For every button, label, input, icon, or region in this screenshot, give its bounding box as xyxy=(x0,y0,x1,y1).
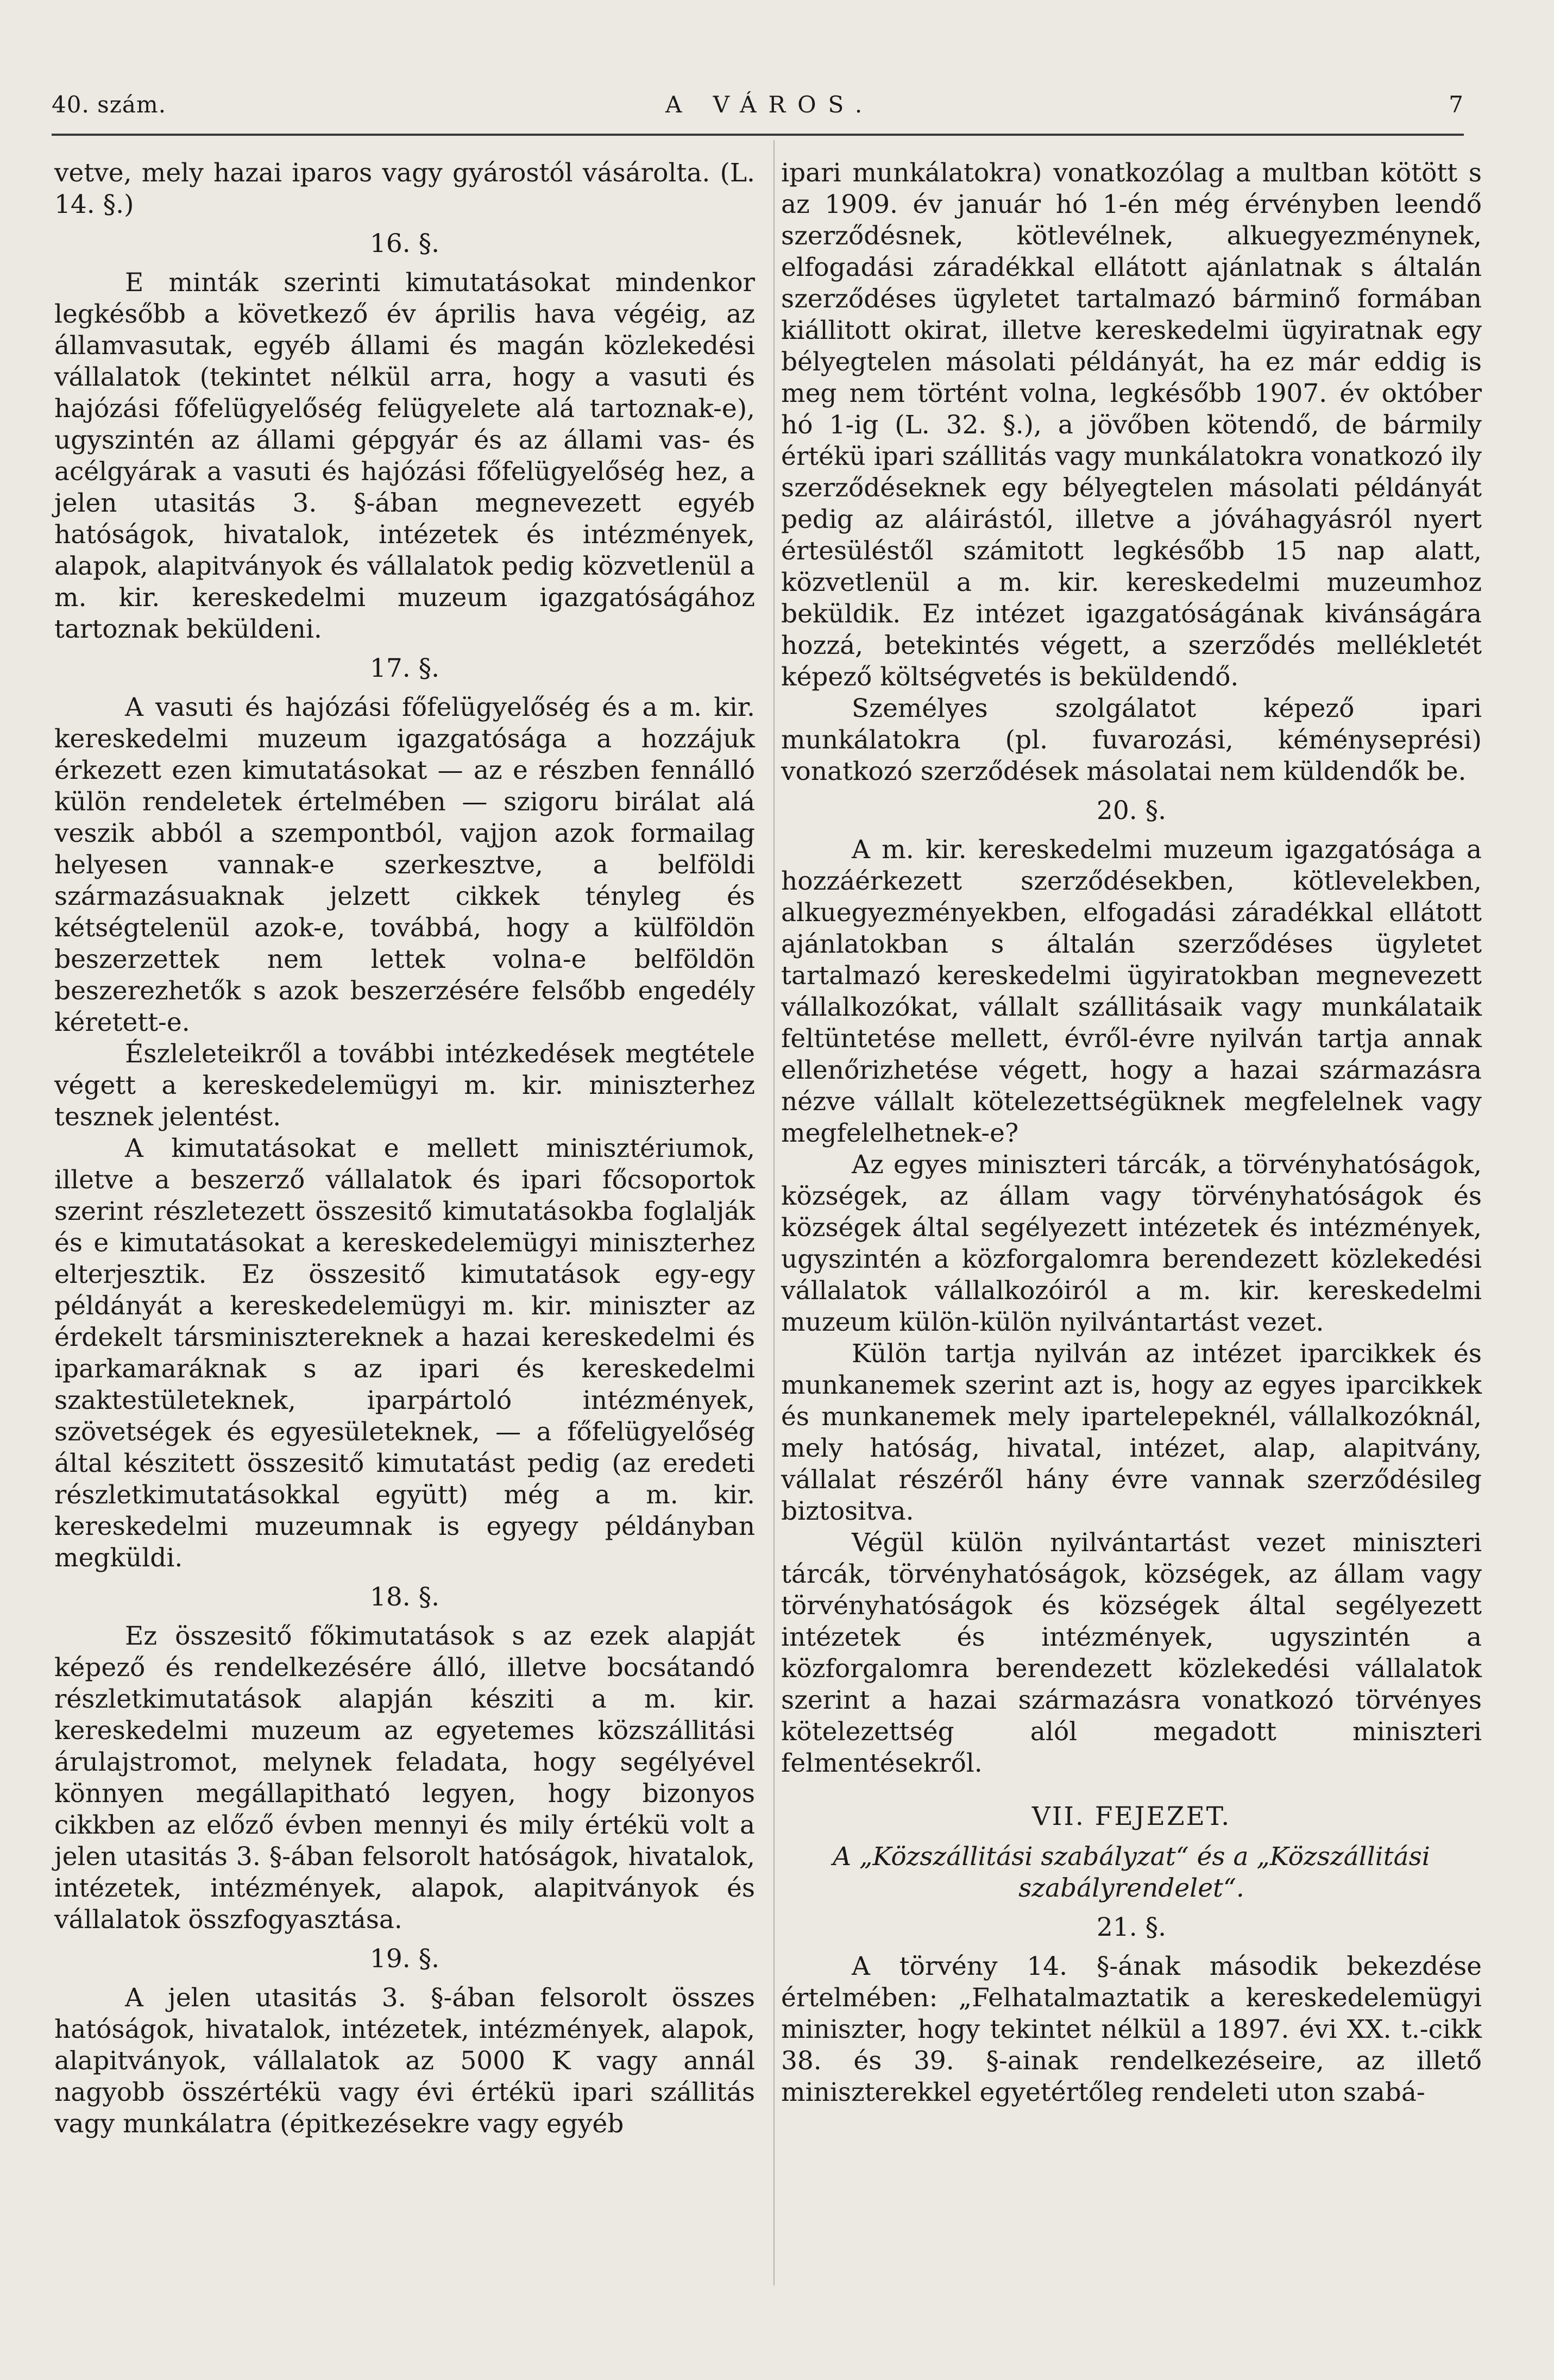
paragraph: A m. kir. kereskedelmi muzeum igazgatósága a hozzáérkezett szerződésekben, kötlevelekben, alkuegyezményekben, elfogadási záradékkal ellátott ajánlatokban s általán szerződéses ügyletet tartalmazó kereskedelmi ügyiratokban megnevezett vállalkozókat, vállalt szállitásaik vagy munkálataik feltüntetése mellett, évről-évre nyilván tartja annak ellenőrizhetése végett, hogy a hazai származásra nézve vállalt kötelezettségüknek megfelelnek vagy megfelelhetnek-e? xyxy=(781,835,1482,1148)
paragraph: A vasuti és hajózási főfelügyelőség és a m. kir. kereskedelmi muzeum igazgatósága a hozzájuk érkezett ezen kimutatásokat — az e részben fennálló külön rendeletek értelmében — szigoru birálat alá veszik abból a szempontból, vajjon azok formailag helyesen vannak-e szerkesztve, a belföldi származásuaknak jelzett cikkek tényleg és kétségtelenül azok-e, továbbá, hogy a külföldön beszerzettek nem lettek volna-e belföldön beszerezhetők s azok beszerzésére felsőbb engedély kéretett-e. xyxy=(54,692,755,1037)
section-heading-21: 21. §. xyxy=(1096,1912,1167,1942)
chapter-subtitle: A „Közszállitási szabályzat“ és a „Közszállitási szabályrendelet“. xyxy=(833,1842,1430,1903)
paragraph: A jelen utasitás 3. §-ában felsorolt összes hatóságok, hivatalok, intézetek, intézmények, alapok, alapitványok, vállalatok az 5000 K vagy annál nagyobb összértékü vagy évi értékü ipari szállitás vagy munkálatra (épitkezésekre vagy egyéb xyxy=(54,1983,755,2139)
column-divider xyxy=(773,140,775,2285)
section-heading-16: 16. §. xyxy=(369,229,440,259)
section-heading-19: 19. §. xyxy=(369,1944,440,1974)
paragraph: vetve, mely hazai iparos vagy gyárostól vásárolta. (L. 14. §.) xyxy=(54,158,755,219)
paragraph: ipari munkálatokra) vonatkozólag a multban kötött s az 1909. év január hó 1-én még érvényben leendő szerződésnek, kötlevélnek, alkuegyezménynek, elfogadási záradékkal ellátott ajánlatnak s általán szerződéses ügyletet tartalmazó bárminő formában kiállitott okirat, illetve kereskedelmi ügyiratnak egy bélyegtelen másolati példányát, ha ez már eddig is meg nem történt volna, legkésőbb 1907. év október hó 1-ig (L. 32. §.), a jövőben kötendő, de bármily értékü ipari szállitás vagy munkálatokra vonatkozó ily szerződéseknek egy bélyegtelen másolati példányát pedig az aláirástól, illetve a jóváhagyásról nyert értesüléstől számitott legkésőbb 15 nap alatt, közvetlenül a m. kir. kereskedelmi muzeumhoz beküldik. Ez intézet igazgatóságának kivánságára hozzá, betekintés végett, a szerződés mellékletét képező költségvetés is beküldendő. xyxy=(781,158,1482,692)
paragraph: A kimutatásokat e mellett minisztériumok, illetve a beszerző vállalatok és ipari főcsoportok szerint részletezett összesitő kimutatásokba foglalják és e kimutatásokat a kereskedelemügyi miniszterhez elterjesztik. Ez összesitő kimutatások egy-egy példányát a kereskedelemügyi m. kir. miniszter az érdekelt társminisztereknek a hazai kereskedelmi és iparkamaráknak s az ipari és kereskedelmi szaktestületeknek, iparpártoló intézmények, szövetségek és egyesületeknek, — a főfelügyelőség által készitett összesitő kimutatást pedig (az eredeti részletkimutatásokkal együtt) még a m. kir. kereskedelmi muzeumnak is egyegy példányban megküldi. xyxy=(54,1134,755,1573)
paragraph: Külön tartja nyilván az intézet iparcikkek és munkanemek szerint azt is, hogy az egyes iparcikkek és munkanemek mely ipartelepeknél, vállalkozóknál, mely hatóság, hivatal, intézet, alap, alapitvány, vállalat részéről hány évre vannak szerződésileg biztositva. xyxy=(781,1339,1482,1526)
issue-number: 40. szám. xyxy=(52,91,167,118)
paragraph: Személyes szolgálatot képező ipari munkálatokra (pl. fuvarozási, kéményseprési) vonatkozó szerződések másolatai nem küldendők be. xyxy=(781,694,1482,786)
paragraph: Ez összesitő főkimutatások s az ezek alapját képező és rendelkezésére álló, illetve bocsátandó részletkimutatások alapján késziti a m. kir. kereskedelmi muzeum az egyetemes közszállitási árulajstromot, melynek feladata, hogy segélyével könnyen megállapitható legyen, hogy bizonyos cikkben az előző évben mennyi és mily értékü volt a jelen utasitás 3. §-ában felsorolt hatóságok, hivatalok, intézetek, intézmények, alapok, alapitványok és vállalatok összfogyasztása. xyxy=(54,1621,755,1935)
paragraph: E minták szerinti kimutatásokat mindenkor legkésőbb a következő év április hava végéig, az államvasutak, egyéb állami és magán közlekedési vállalatok (tekintet nélkül arra, hogy a vasuti és hajózási főfelügyelőség felügyelete alá tartoznak-e), ugyszintén az állami gépgyár és az állami vas- és acélgyárak a vasuti és hajózási főfelügyelőség hez, a jelen utasitás 3. §-ában megnevezett egyéb hatóságok, hivatalok, intézetek és intézmények, alapok, alapitványok és vállalatok pedig közvetlenül a m. kir. kereskedelmi muzeum igazgatóságához tartoznak beküldeni. xyxy=(54,268,755,644)
left-column xyxy=(54,158,755,2140)
paragraph: Végül külön nyilvántartást vezet miniszteri tárcák, törvényhatóságok, községek, az állam vagy törvényhatóságok és községek által segélyezett intézetek és intézmények, ugyszintén a közforgalomra berendezett közlekedési vállalatok szerint a hazai származásra vonatkozó törvényes kötelezettség alól megadott miniszteri felmentésekről. xyxy=(781,1528,1482,1778)
page-header xyxy=(52,91,1464,129)
page-number: 7 xyxy=(1449,91,1464,118)
paragraph: A törvény 14. §-ának második bekezdése értelmében: „Felhatalmaztatik a kereskedelemügyi miniszter, hogy tekintet nélkül a 1897. évi XX. t.-cikk 38. és 39. §-ainak rendelkezéseire, az illető miniszterekkel egyetértőleg rendeleti uton szabá- xyxy=(781,1951,1482,2107)
section-heading-17: 17. §. xyxy=(369,653,440,683)
section-heading-20: 20. §. xyxy=(1096,796,1167,826)
chapter-heading: VII. FEJEZET. xyxy=(1031,1802,1231,1831)
paragraph: Észleleteikről a további intézkedések megtétele végett a kereskedelemügyi m. kir. miniszterhez tesznek jelentést. xyxy=(54,1039,755,1132)
right-column xyxy=(781,158,1482,2108)
section-heading-18: 18. §. xyxy=(369,1582,440,1612)
paragraph: Az egyes miniszteri tárcák, a törvényhatóságok, községek, az állam vagy törvényhatóságok és községek által segélyezett intézetek és intézmények, ugyszintén a közforgalomra berendezett közlekedési vállalatok vállalkozóiról a m. kir. kereskedelmi muzeum külön-külön nyilvántartást vezet. xyxy=(781,1150,1482,1337)
header-rule xyxy=(52,134,1464,136)
journal-title: A VÁROS. xyxy=(665,91,874,118)
